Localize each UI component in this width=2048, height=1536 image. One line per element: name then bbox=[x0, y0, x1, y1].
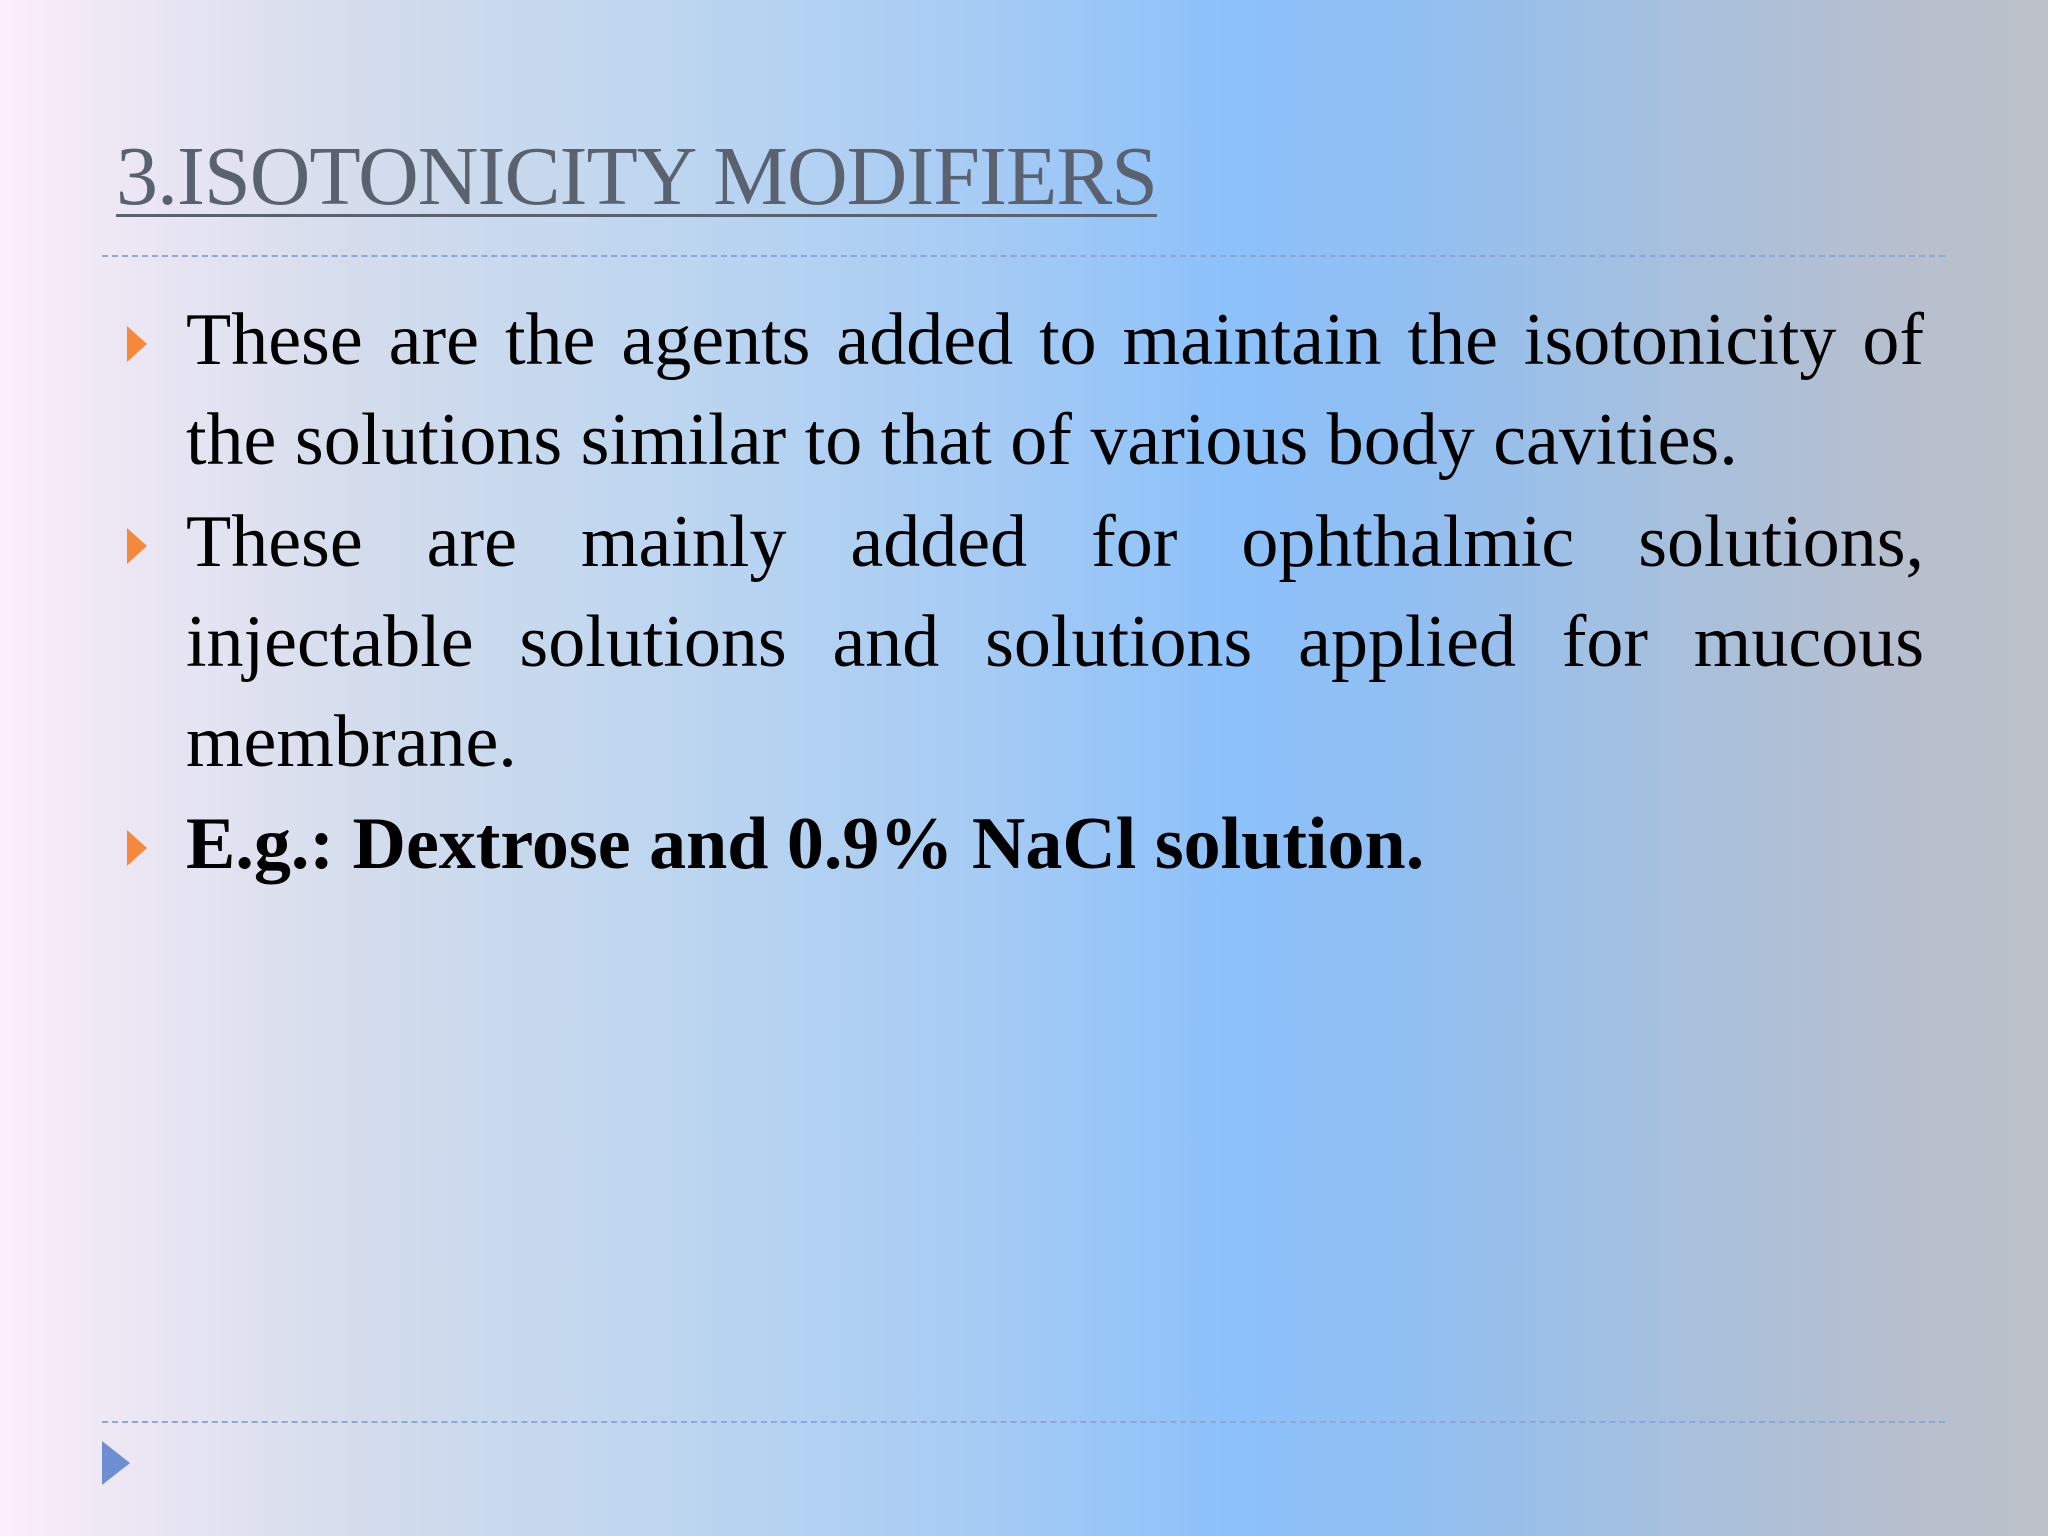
slide-title: 3.ISOTONICITY MODIFIERS bbox=[116, 130, 1158, 223]
top-divider bbox=[102, 255, 1945, 257]
play-arrow-icon[interactable] bbox=[102, 1441, 130, 1485]
bullet-text-3: E.g.: Dextrose and 0.9% NaCl solution. bbox=[186, 803, 1425, 885]
bullet-item-1 bbox=[186, 290, 1924, 490]
bullet-list bbox=[186, 290, 1924, 896]
orange-triangle-bullet-icon bbox=[127, 830, 147, 866]
bullet-item-3 bbox=[186, 794, 1924, 894]
bullet-text-2: These are mainly added for ophthalmic solutions, injectable solutions and solutions applied for mucous membrane. bbox=[186, 501, 1924, 783]
orange-triangle-bullet-icon bbox=[127, 326, 147, 362]
orange-triangle-bullet-icon bbox=[127, 528, 147, 564]
bottom-divider bbox=[102, 1421, 1945, 1423]
bullet-text-1: These are the agents added to maintain the isotonicity of the solutions similar to that of various body cavities. bbox=[186, 299, 1924, 481]
bullet-item-2 bbox=[186, 492, 1924, 792]
